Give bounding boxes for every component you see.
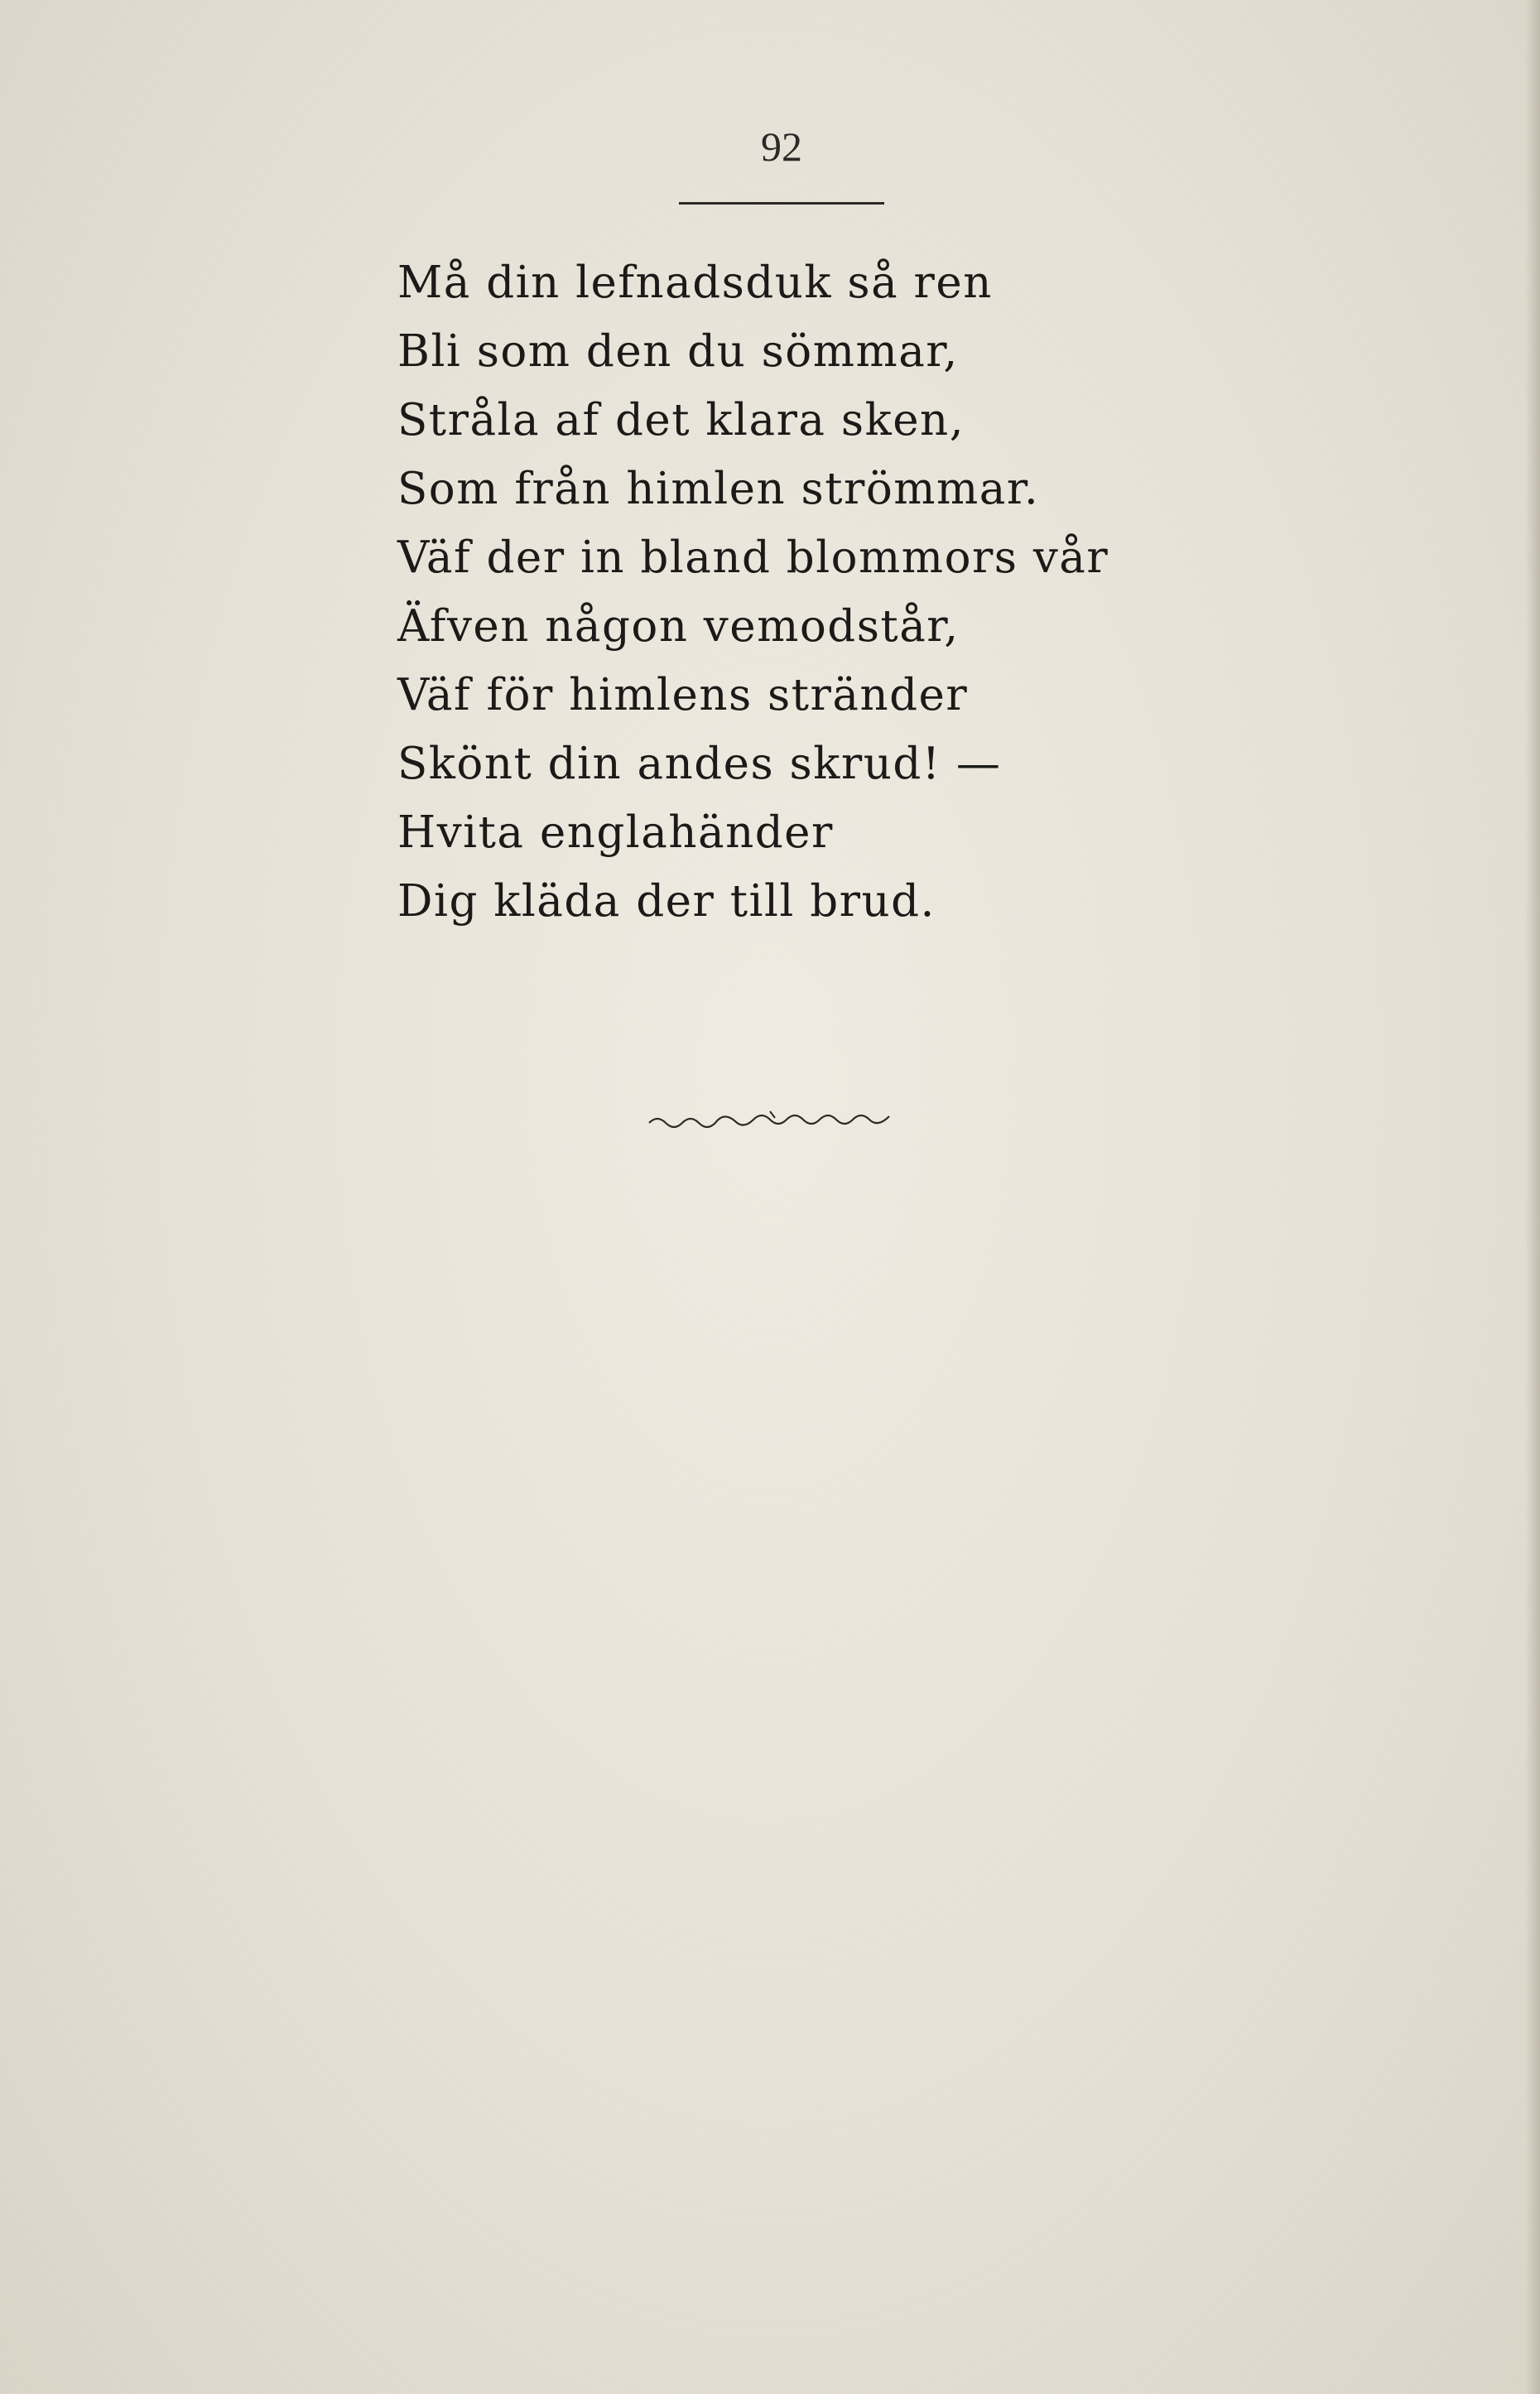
poem-line: Skönt din andes skrud! — bbox=[397, 739, 1002, 789]
book-spine-shadow bbox=[1525, 0, 1540, 2394]
page-number: 92 bbox=[761, 123, 802, 170]
poem-line: Må din lefnadsduk så ren bbox=[397, 258, 993, 308]
poem-line: Äfven någon vemodstår, bbox=[397, 601, 960, 652]
poem bbox=[397, 248, 1109, 936]
poem-line: Dig kläda der till brud. bbox=[397, 876, 936, 927]
poem-line: Hvita englahänder bbox=[397, 807, 834, 858]
poem-line: Väf för himlens stränder bbox=[397, 670, 969, 720]
poem-line: Stråla af det klara sken, bbox=[397, 395, 965, 446]
header-rule bbox=[679, 202, 884, 205]
poem-line: Som från himlen strömmar. bbox=[397, 464, 1040, 514]
poem-line: Väf der in bland blommors vår bbox=[397, 532, 1109, 583]
poem-line: Bli som den du sömmar, bbox=[397, 326, 959, 377]
wavy-line-ornament bbox=[646, 1101, 911, 1134]
